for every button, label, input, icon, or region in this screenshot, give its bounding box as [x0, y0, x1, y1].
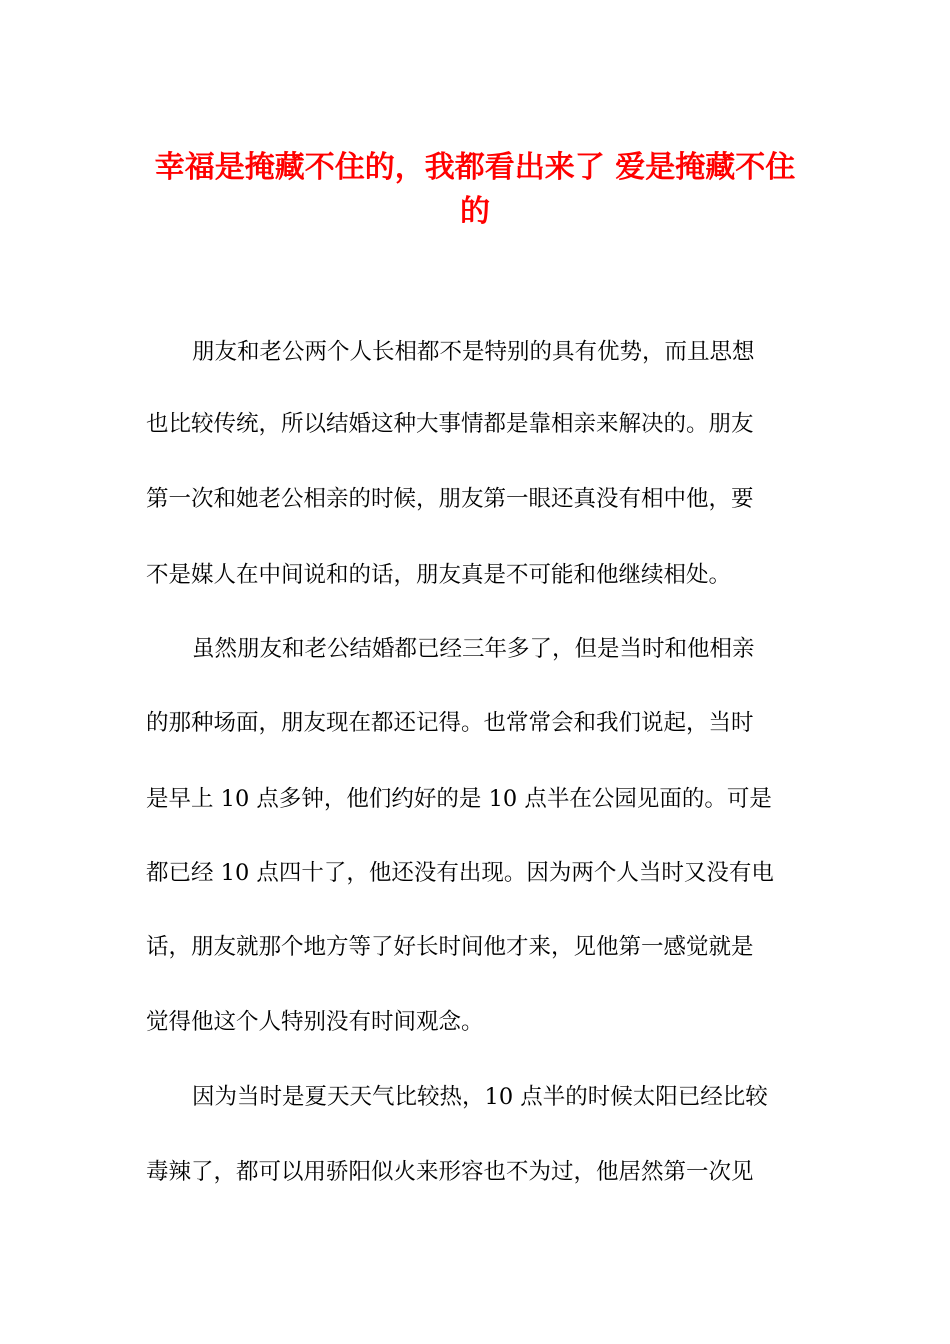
- paragraph-line: 朋友和老公两个人长相都不是特别的具有优势，而且思想: [192, 339, 755, 365]
- paragraph-line: 因为当时是夏天天气比较热，10 点半的时候太阳已经比较: [192, 1084, 768, 1110]
- paragraph-line: 是早上 10 点多钟，他们约好的是 10 点半在公园见面的。可是: [146, 786, 772, 812]
- paragraph-line: 也比较传统，所以结婚这种大事情都是靠相亲来解决的。朋友: [146, 411, 754, 437]
- document-title: 幸福是掩藏不住的，我都看出来了 爱是掩藏不住的: [154, 150, 796, 229]
- paragraph-line: 都已经 10 点四十了，他还没有出现。因为两个人当时又没有电: [146, 860, 774, 886]
- paragraph-line: 毒辣了，都可以用骄阳似火来形容也不为过，他居然第一次见: [146, 1159, 754, 1185]
- paragraph-line: 的那种场面，朋友现在都还记得。也常常会和我们说起，当时: [146, 710, 754, 736]
- paragraph-line: 不是媒人在中间说和的话，朋友真是不可能和他继续相处。: [146, 562, 732, 588]
- paragraph-line: 第一次和她老公相亲的时候，朋友第一眼还真没有相中他，要: [146, 486, 754, 512]
- paragraph-line: 觉得他这个人特别没有时间观念。: [146, 1009, 484, 1035]
- paragraph-line: 虽然朋友和老公结婚都已经三年多了，但是当时和他相亲: [192, 636, 755, 662]
- paragraph-line: 话，朋友就那个地方等了好长时间他才来，见他第一感觉就是: [146, 934, 754, 960]
